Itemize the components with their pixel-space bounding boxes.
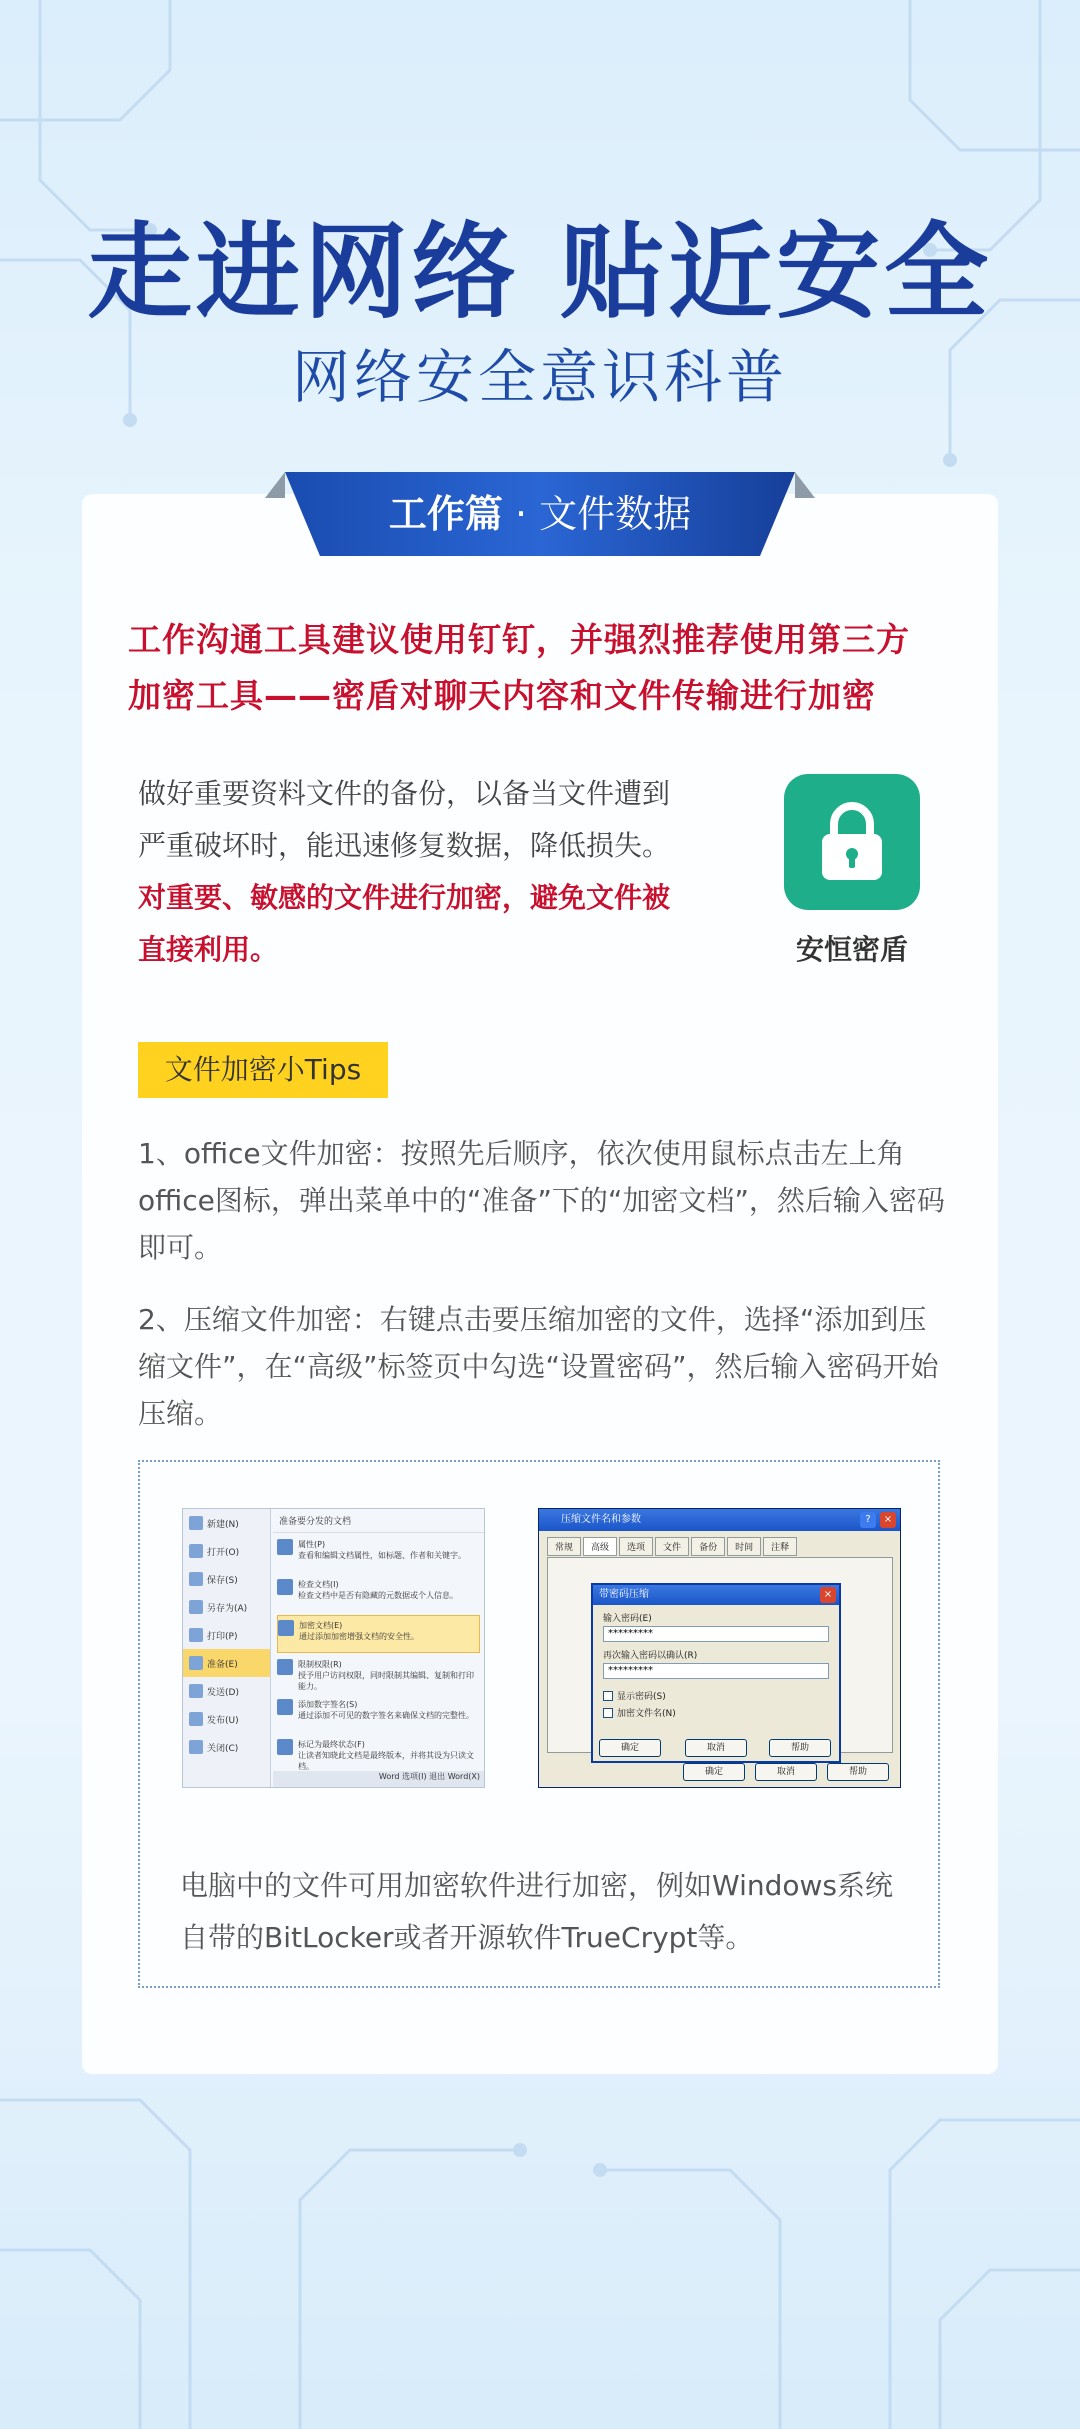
- show-password-checkbox: 显示密码(S): [603, 1689, 829, 1702]
- headline-line-1: 工作沟通工具建议使用钉钉，并强烈推荐使用第三方: [128, 620, 910, 659]
- confirm-input: *********: [603, 1663, 829, 1679]
- office-menu-item: 保存(S): [183, 1565, 270, 1593]
- submenu-header: 准备要分发的文档: [273, 1509, 484, 1533]
- properties-icon: [277, 1539, 293, 1555]
- submenu-option: 属性(P) 查看和编辑文档属性，如标题、作者和关键字。: [277, 1535, 480, 1573]
- rar-dialog-screenshot: [538, 1508, 901, 1788]
- banner-rest: 文件数据: [539, 492, 692, 536]
- banner-separator: ·: [502, 492, 540, 536]
- intro-red-1: 对重要、敏感的文件进行加密，避免文件被: [138, 881, 671, 914]
- publish-icon: [189, 1712, 203, 1726]
- close-icon: [189, 1740, 203, 1754]
- open-icon: [189, 1544, 203, 1558]
- submenu-option: 检查文档(I) 检查文档中是否有隐藏的元数据或个人信息。: [277, 1575, 480, 1613]
- section-banner: [265, 472, 815, 556]
- page-subtitle: 网络安全意识科普: [291, 343, 788, 411]
- rar-tab: 选项: [619, 1537, 653, 1556]
- rar-tab: 常规: [547, 1537, 581, 1556]
- office-menu-item-selected: 准备(E): [183, 1649, 270, 1677]
- encrypt-names-checkbox: 加密文件名(N): [603, 1706, 829, 1719]
- submenu-option: 限制权限(R) 授予用户访问权限，同时限制其编辑、复制和打印能力。: [277, 1655, 480, 1693]
- dialog-cancel-button: 取消: [685, 1739, 747, 1757]
- intro-paragraph: [138, 768, 728, 976]
- tip-archive: 2、压缩文件加密：右键点击要压缩加密的文件，选择“添加到压缩文件”，在“高级”标签页中勾选“设置密码”，然后输入密码开始压缩。: [138, 1303, 939, 1430]
- password-dialog: [591, 1583, 841, 1763]
- app-icon: [784, 774, 920, 910]
- confirm-label: 再次输入密码以确认(R): [603, 1651, 698, 1661]
- headline: [128, 612, 968, 724]
- submenu-option: 添加数字签名(S) 通过添加不可见的数字签名来确保文档的完整性。: [277, 1695, 480, 1733]
- office-menu-item: 打开(O): [183, 1537, 270, 1565]
- password-label: 输入密码(E): [603, 1614, 652, 1624]
- office-menu-item: 发送(D): [183, 1677, 270, 1705]
- dialog-ok-button: 确定: [599, 1739, 661, 1757]
- page-title: 走进网络 贴近安全: [87, 211, 993, 333]
- rar-cancel-button: 取消: [755, 1763, 817, 1781]
- submenu-option: 标记为最终状态(F) 让读者知晓此文档是最终版本，并将其设为只读文档。: [277, 1735, 480, 1773]
- rar-tab: 注释: [763, 1537, 797, 1556]
- office-prepare-submenu: [273, 1509, 484, 1788]
- banner-bold: 工作篇: [388, 492, 503, 536]
- restrict-icon: [277, 1659, 293, 1675]
- office-footer: Word 选项(I) 退出 Word(X): [273, 1771, 484, 1787]
- password-dialog-title: 带密码压缩 ×: [593, 1585, 839, 1605]
- intro-red-2: 直接利用。: [138, 933, 279, 966]
- password-input: *********: [603, 1626, 829, 1642]
- office-menu-list: [183, 1509, 271, 1788]
- print-icon: [189, 1628, 203, 1642]
- save-as-icon: [189, 1600, 203, 1614]
- rar-help-button: 帮助: [827, 1763, 889, 1781]
- app-name: 安恒密盾: [795, 933, 908, 966]
- office-menu-item: 新建(N): [183, 1509, 270, 1537]
- lock-icon: [818, 802, 886, 882]
- encrypt-icon: [278, 1620, 294, 1636]
- close-icon: ×: [880, 1512, 896, 1528]
- help-icon: ?: [860, 1512, 876, 1528]
- box-caption: 电脑中的文件可用加密软件进行加密，例如Windows系统自带的BitLocker或者开源软件TrueCrypt等。: [180, 1869, 893, 1954]
- office-menu-screenshot: [182, 1508, 485, 1788]
- office-menu-item: 另存为(A): [183, 1593, 270, 1621]
- office-menu-item: 关闭(C): [183, 1733, 270, 1761]
- save-icon: [189, 1572, 203, 1586]
- prepare-icon: [189, 1656, 203, 1670]
- new-icon: [189, 1516, 203, 1530]
- rar-tab: 文件: [655, 1537, 689, 1556]
- headline-line-2: 加密工具——密盾对聊天内容和文件传输进行加密: [128, 676, 876, 715]
- rar-tab-selected: 高级: [583, 1537, 617, 1556]
- intro-line-2: 严重破坏时，能迅速修复数据，降低损失。: [138, 829, 671, 862]
- tip-office: 1、office文件加密：按照先后顺序，依次使用鼠标点击左上角office图标，弹出菜单中的“准备”下的“加密文档”，然后输入密码即可。: [138, 1137, 945, 1264]
- tips-badge: 文件加密小Tips: [138, 1042, 388, 1098]
- send-icon: [189, 1684, 203, 1698]
- rar-titlebar: 压缩文件名和参数 ? ×: [539, 1509, 900, 1531]
- signature-icon: [277, 1699, 293, 1715]
- submenu-option-encrypt: 加密文档(E) 通过添加加密增强文档的安全性。: [277, 1615, 480, 1653]
- screenshot-box: [138, 1460, 940, 1988]
- office-menu-item: 发布(U): [183, 1705, 270, 1733]
- final-icon: [277, 1739, 293, 1755]
- intro-line-1: 做好重要资料文件的备份，以备当文件遭到: [138, 777, 671, 810]
- inspect-icon: [277, 1579, 293, 1595]
- rar-tabs: [539, 1531, 900, 1556]
- dialog-help-button: 帮助: [769, 1739, 831, 1757]
- rar-tab: 时间: [727, 1537, 761, 1556]
- rar-tab: 备份: [691, 1537, 725, 1556]
- rar-ok-button: 确定: [683, 1763, 745, 1781]
- office-menu-item: 打印(P): [183, 1621, 270, 1649]
- close-icon: ×: [820, 1587, 836, 1603]
